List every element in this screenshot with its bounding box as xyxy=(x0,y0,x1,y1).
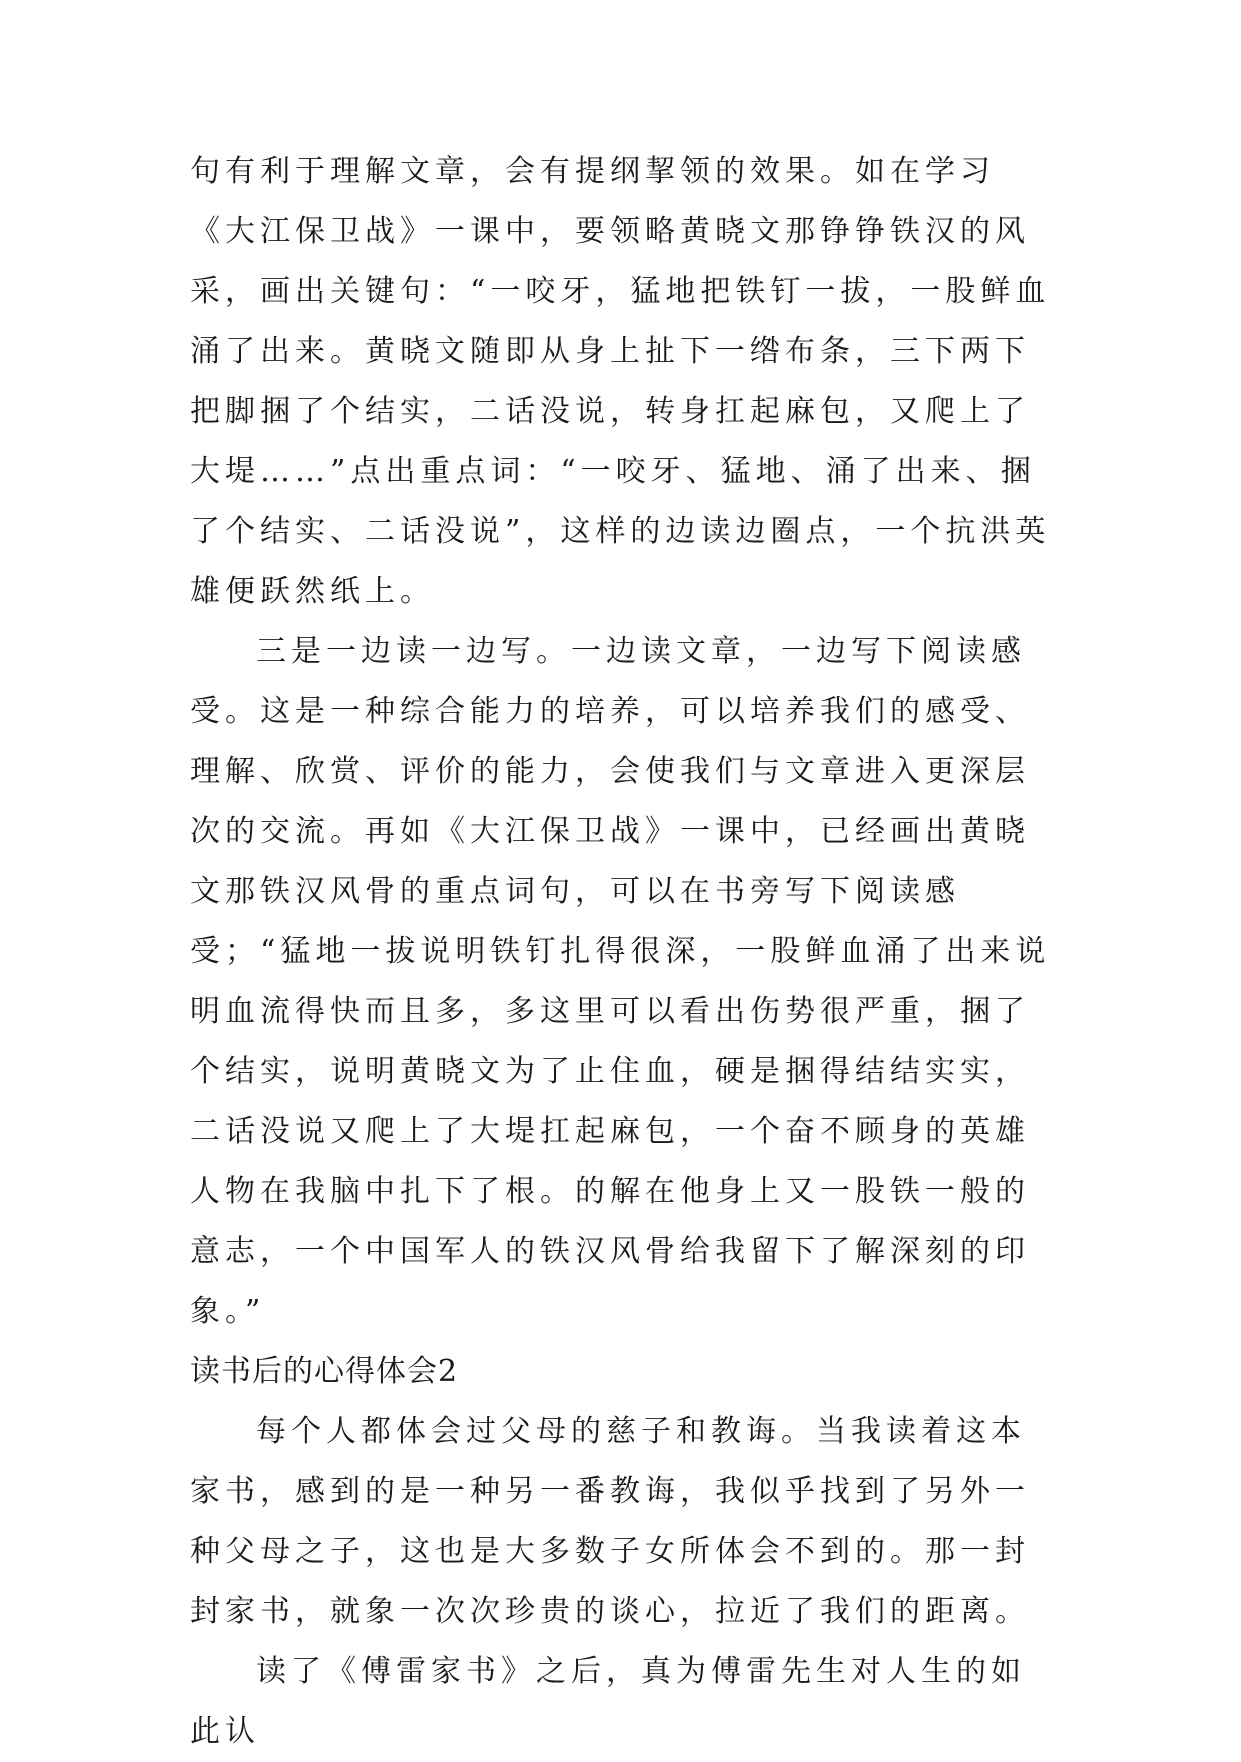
paragraph-family-letters: 每个人都体会过父母的慈子和教诲。当我读着这本家书，感到的是一种另一番教诲，我似乎找到了另外一种父母之子，这也是大多数子女所体会不到的。那一封封家书，就象一次次珍贵的谈心，拉近了我们的距离。 xyxy=(190,1414,1030,1629)
section-title: 读书后的心得体会2 xyxy=(190,1354,459,1389)
paragraph-fu-lei: 读了《傅雷家书》之后，真为傅雷先生对人生的如此认 xyxy=(190,1654,1026,1749)
paragraph-continued: 句有利于理解文章，会有提纲挈领的效果。如在学习《大江保卫战》一课中，要领略黄晓文那铮铮铁汉的风采，画出关键句：“一咬牙，猛地把铁钉一拔，一股鲜血涌了出来。黄晓文随即从身上扯下一绺布条，三下两下把脚捆了个结实，二话没说，转身扛起麻包，又爬上了大堤……”点出重点词：“一咬牙、猛地、涌了出来、捆了个结实、二话没说”，这样的边读边圈点，一个抗洪英雄便跃然纸上。 xyxy=(190,154,1051,609)
paragraph-read-and-write: 三是一边读一边写。一边读文章，一边写下阅读感受。这是一种综合能力的培养，可以培养我们的感受、理解、欣赏、评价的能力，会使我们与文章进入更深层次的交流。再如《大江保卫战》一课中，已经画出黄晓文那铁汉风骨的重点词句，可以在书旁写下阅读感受；“猛地一拔说明铁钉扎得很深，一股鲜血涌了出来说明血流得快而且多，多这里可以看出伤势很严重，捆了个结实，说明黄晓文为了止住血，硬是捆得结结实实，二话没说又爬上了大堤扛起麻包，一个奋不顾身的英雄人物在我脑中扎下了根。的解在他身上又一股铁一般的意志，一个中国军人的铁汉风骨给我留下了解深刻的印象。” xyxy=(190,634,1051,1329)
document-body xyxy=(190,142,1060,1762)
